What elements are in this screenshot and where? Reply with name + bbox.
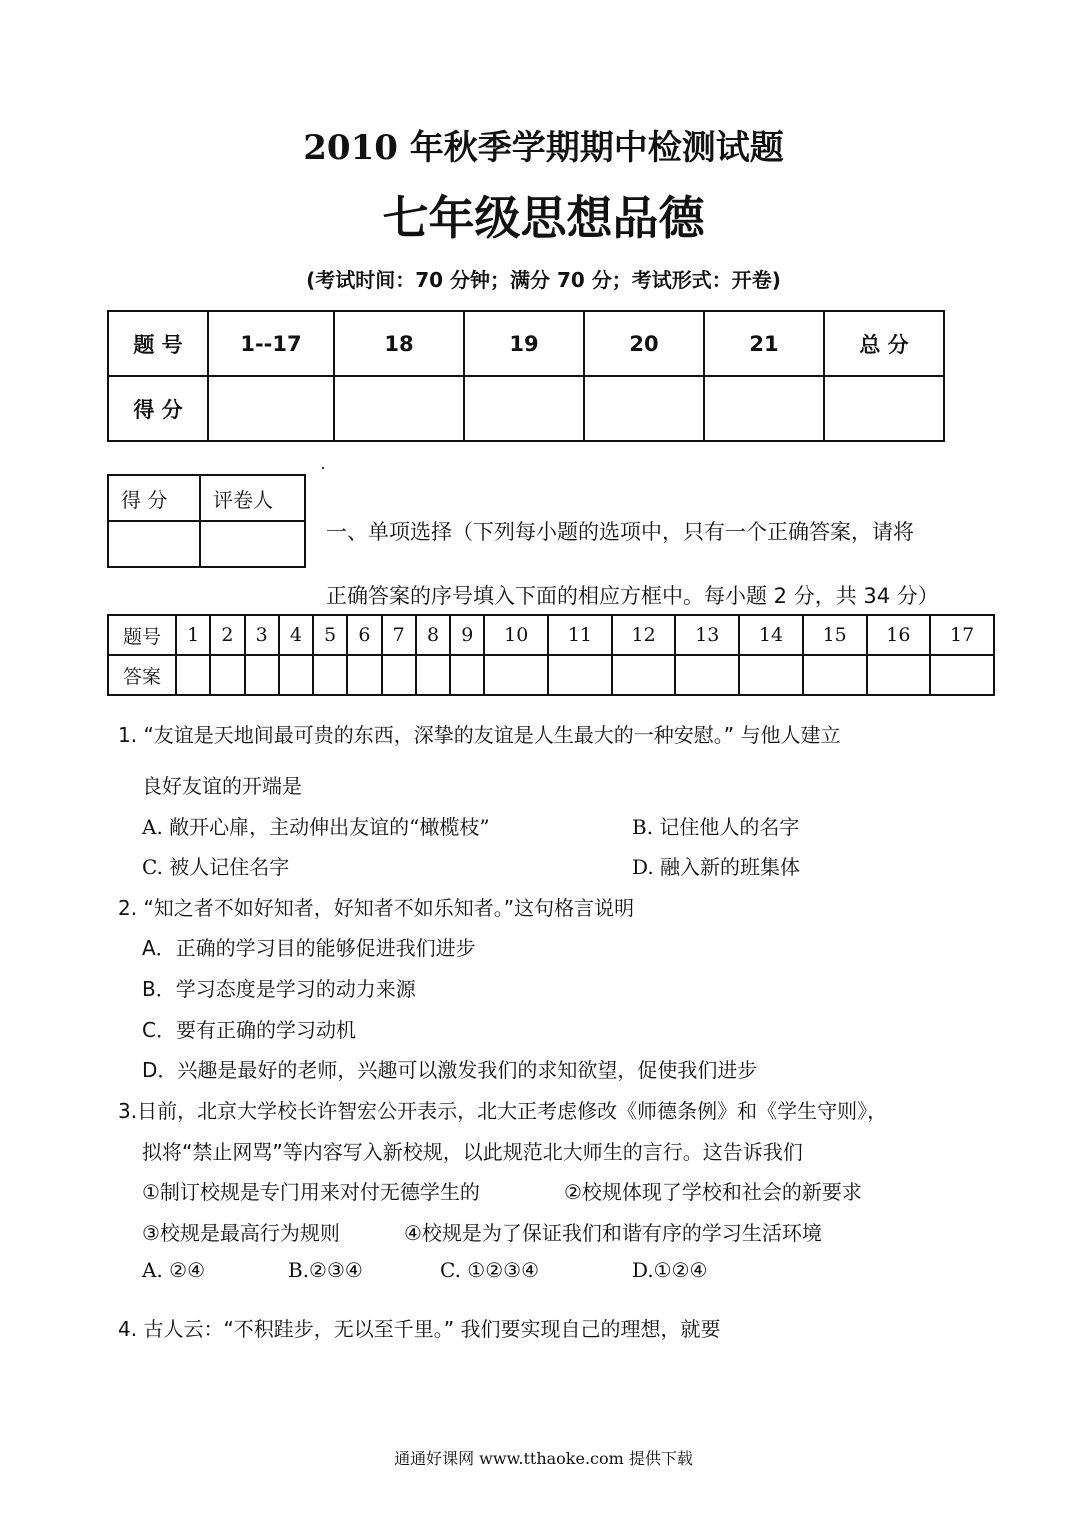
subject-title: 七年级思想品德 bbox=[382, 191, 705, 245]
question-number: 15 bbox=[803, 615, 867, 655]
grader-name-label: 评卷人 bbox=[200, 475, 305, 521]
answer-cell[interactable] bbox=[450, 655, 484, 695]
question-number: 2 bbox=[210, 615, 244, 655]
q2-option-b: B．学习态度是学习的动力来源 bbox=[142, 977, 416, 1001]
question-number: 6 bbox=[347, 615, 381, 655]
footer-source: 通通好课网 www.tthaoke.com 提供下载 bbox=[394, 1449, 693, 1468]
question-number: 9 bbox=[450, 615, 484, 655]
answer-cell[interactable] bbox=[245, 655, 279, 695]
q1-stem-cont: 良好友谊的开端是 bbox=[142, 774, 302, 798]
q3-option-c: C. ①②③④ bbox=[440, 1258, 540, 1282]
q1-option-a: A. 敞开心扉，主动伸出友谊的“橄榄枝” bbox=[142, 815, 490, 839]
answer-cell[interactable] bbox=[176, 655, 210, 695]
row-label-answer: 答案 bbox=[108, 655, 176, 695]
q3-statement-4: ④校规是为了保证我们和谐有序的学习生活环境 bbox=[404, 1221, 822, 1245]
answer-cell[interactable] bbox=[675, 655, 739, 695]
answer-cell[interactable] bbox=[612, 655, 676, 695]
question-number: 3 bbox=[245, 615, 279, 655]
question-number: 7 bbox=[382, 615, 416, 655]
score-cell[interactable] bbox=[824, 376, 944, 441]
answer-cell[interactable] bbox=[930, 655, 994, 695]
section-heading bbox=[326, 500, 986, 628]
table-row bbox=[108, 376, 944, 441]
question-number: 13 bbox=[675, 615, 739, 655]
table-row bbox=[108, 615, 994, 655]
answer-cell[interactable] bbox=[739, 655, 803, 695]
answer-cell[interactable] bbox=[313, 655, 347, 695]
answer-cell[interactable] bbox=[416, 655, 450, 695]
question-number: 5 bbox=[313, 615, 347, 655]
answer-cell[interactable] bbox=[548, 655, 612, 695]
q3-option-d: D.①②④ bbox=[632, 1258, 708, 1282]
q3-stem: 3.日前，北京大学校长许智宏公开表示，北大正考虑修改《师德条例》和《学生守则》， bbox=[118, 1099, 888, 1123]
section-heading-line: 一、单项选择（下列每小题的选项中，只有一个正确答案，请将 bbox=[326, 520, 914, 544]
answer-cell[interactable] bbox=[279, 655, 313, 695]
table-row bbox=[108, 475, 305, 521]
row-label-question-no: 题号 bbox=[108, 615, 176, 655]
q1-option-c: C. 被人记住名字 bbox=[142, 855, 290, 879]
table-row bbox=[108, 311, 944, 376]
column-header: 20 bbox=[584, 311, 704, 376]
answer-sheet-table bbox=[107, 614, 995, 696]
grader-name-cell[interactable] bbox=[200, 521, 305, 567]
q2-option-c: C．要有正确的学习动机 bbox=[142, 1018, 356, 1042]
grader-score-label: 得 分 bbox=[108, 475, 200, 521]
q2-option-a: A．正确的学习目的能够促进我们进步 bbox=[142, 936, 476, 960]
question-number: 8 bbox=[416, 615, 450, 655]
table-row bbox=[108, 655, 994, 695]
answer-cell[interactable] bbox=[382, 655, 416, 695]
table-row bbox=[108, 521, 305, 567]
answer-cell[interactable] bbox=[484, 655, 548, 695]
row-label-question-no: 题 号 bbox=[108, 311, 208, 376]
exam-title: 2010 年秋季学期期中检测试题 bbox=[303, 128, 784, 168]
question-number: 14 bbox=[739, 615, 803, 655]
column-header: 1--17 bbox=[208, 311, 334, 376]
column-header: 19 bbox=[464, 311, 584, 376]
answer-cell[interactable] bbox=[867, 655, 931, 695]
question-number: 1 bbox=[176, 615, 210, 655]
score-cell[interactable] bbox=[704, 376, 824, 441]
score-cell[interactable] bbox=[464, 376, 584, 441]
score-cell[interactable] bbox=[334, 376, 464, 441]
grader-score-cell[interactable] bbox=[108, 521, 200, 567]
section-heading-line: 正确答案的序号填入下面的相应方框中。每小题 2 分，共 34 分） bbox=[326, 584, 939, 608]
question-number: 16 bbox=[867, 615, 931, 655]
stray-mark bbox=[322, 467, 324, 469]
row-label-score: 得 分 bbox=[108, 376, 208, 441]
answer-cell[interactable] bbox=[210, 655, 244, 695]
column-header: 总 分 bbox=[824, 311, 944, 376]
score-summary-table bbox=[107, 310, 945, 442]
q2-option-d: D．兴趣是最好的老师，兴趣可以激发我们的求知欲望，促使我们进步 bbox=[142, 1058, 758, 1082]
question-number: 11 bbox=[548, 615, 612, 655]
question-number: 17 bbox=[930, 615, 994, 655]
q3-option-a: A. ②④ bbox=[142, 1258, 206, 1282]
q3-option-b: B.②③④ bbox=[288, 1258, 363, 1282]
grader-box bbox=[107, 474, 306, 568]
question-number: 4 bbox=[279, 615, 313, 655]
score-cell[interactable] bbox=[584, 376, 704, 441]
answer-cell[interactable] bbox=[803, 655, 867, 695]
q3-statement-3: ③校规是最高行为规则 bbox=[142, 1221, 340, 1245]
q4-stem: 4. 古人云：“不积跬步，无以至千里。” 我们要实现自己的理想，就要 bbox=[118, 1317, 721, 1341]
score-cell[interactable] bbox=[208, 376, 334, 441]
q1-option-d: D. 融入新的班集体 bbox=[632, 855, 801, 879]
answer-cell[interactable] bbox=[347, 655, 381, 695]
question-number: 10 bbox=[484, 615, 548, 655]
column-header: 18 bbox=[334, 311, 464, 376]
q1-stem: 1. “友谊是天地间最可贵的东西，深挚的友谊是人生最大的一种安慰。” 与他人建立 bbox=[118, 723, 841, 747]
q1-option-b: B. 记住他人的名字 bbox=[632, 815, 800, 839]
q3-statement-1: ①制订校规是专门用来对付无德学生的 bbox=[142, 1180, 480, 1204]
exam-info: (考试时间：70 分钟；满分 70 分；考试形式：开卷) bbox=[306, 268, 781, 292]
q3-statement-2: ②校规体现了学校和社会的新要求 bbox=[564, 1180, 862, 1204]
q3-stem-cont: 拟将“禁止网骂”等内容写入新校规，以此规范北大师生的言行。这告诉我们 bbox=[142, 1140, 803, 1164]
column-header: 21 bbox=[704, 311, 824, 376]
q2-stem: 2. “知之者不如好知者，好知者不如乐知者。”这句格言说明 bbox=[118, 896, 635, 920]
question-number: 12 bbox=[612, 615, 676, 655]
